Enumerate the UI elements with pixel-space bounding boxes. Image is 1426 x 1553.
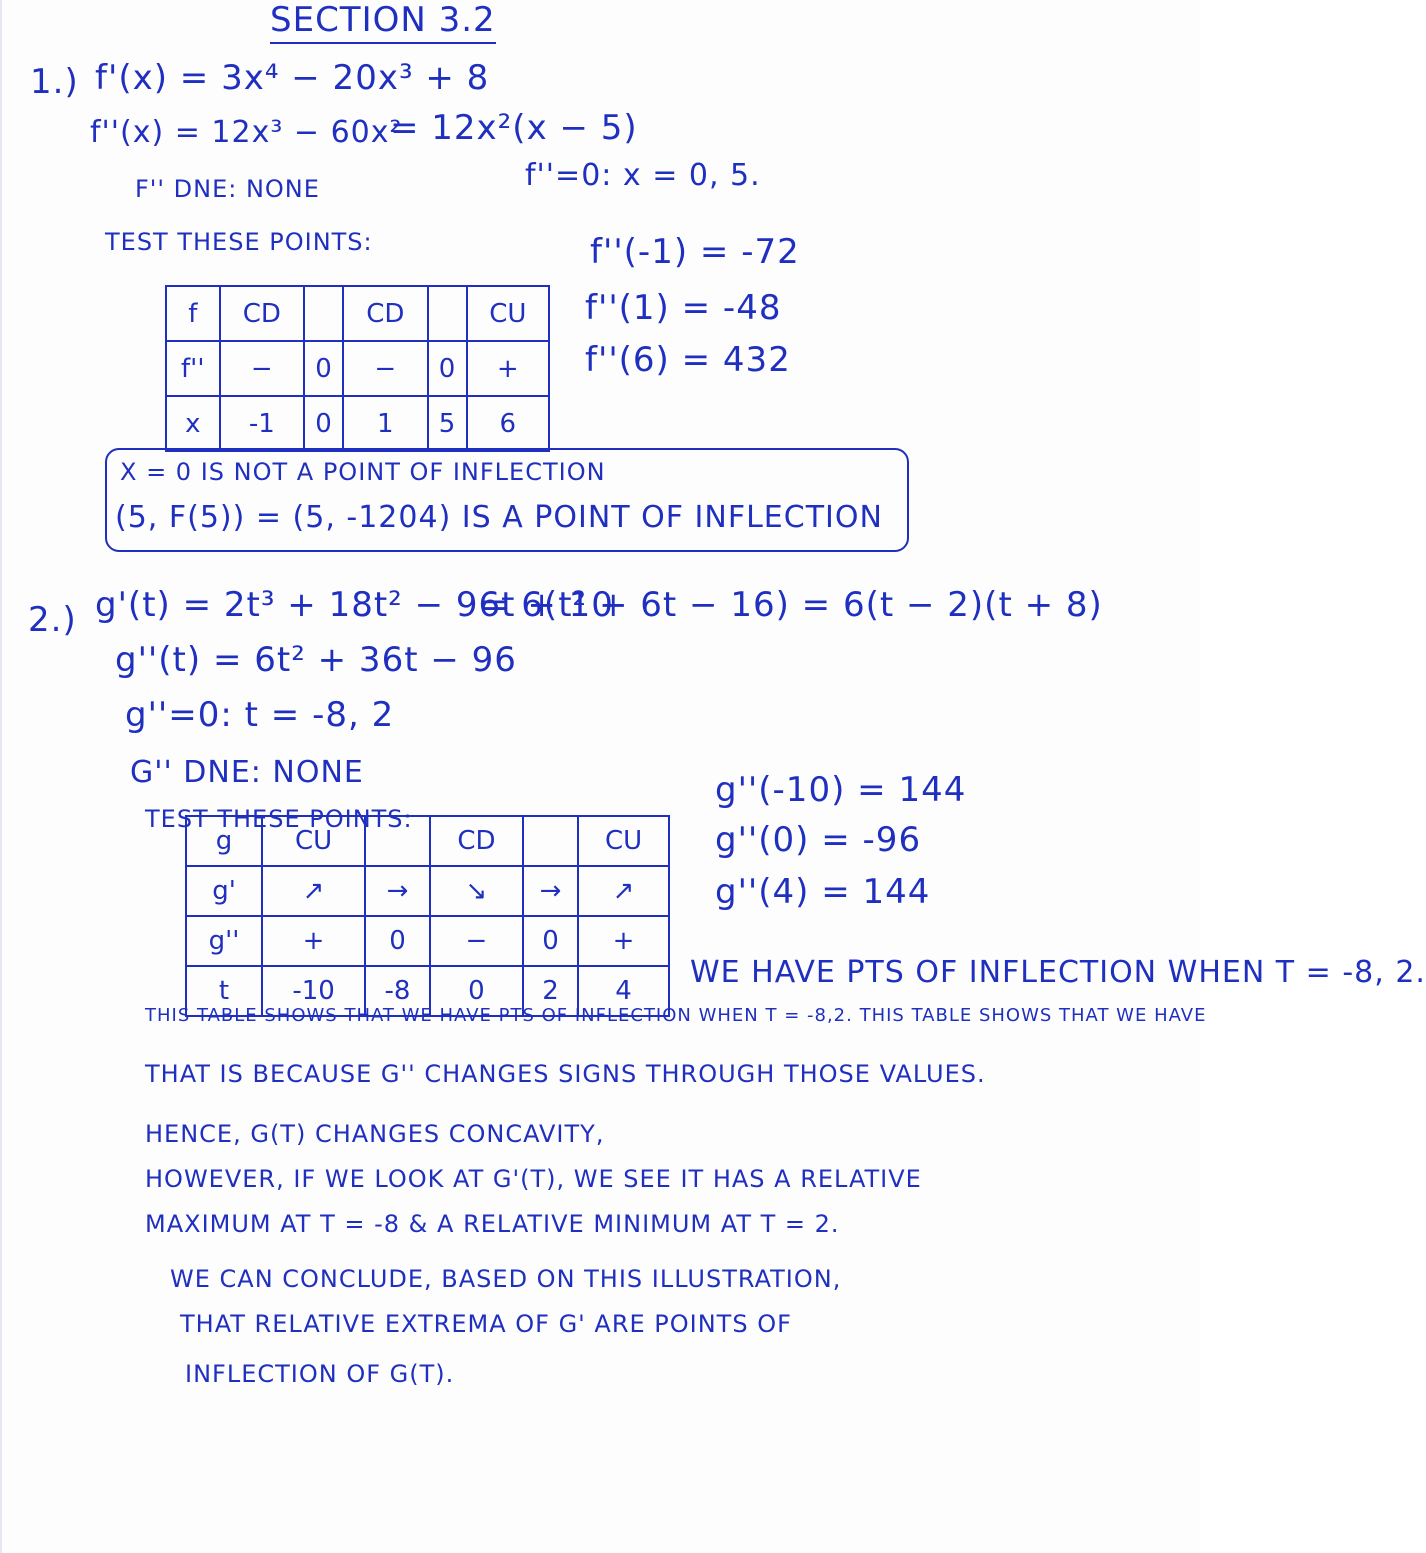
problem1-factored: = 12x²(x − 5) <box>390 108 638 148</box>
problem2-paragraph-line-6: WE CAN CONCLUDE, BASED ON THIS ILLUSTRATION, <box>170 1265 842 1293</box>
problem1-zeros: f''=0: x = 0, 5. <box>525 158 761 193</box>
table-cell: t <box>186 966 262 1016</box>
problem2-test-3: g''(4) = 144 <box>715 872 931 912</box>
page-title-text: SECTION 3.2 <box>270 0 496 44</box>
table-cell <box>304 286 343 341</box>
problem1-test-3: f''(6) = 432 <box>585 340 791 380</box>
table-cell: 0 <box>523 916 578 966</box>
problem2-paragraph-line-0: WE HAVE PTS OF INFLECTION WHEN T = -8, 2. <box>690 955 1426 990</box>
problem1-test-1: f''(-1) = -72 <box>590 232 800 272</box>
table-cell: -8 <box>365 966 430 1016</box>
table-cell: CU <box>578 816 669 866</box>
table-cell <box>428 286 467 341</box>
problem1-dne: F'' DNE: NONE <box>135 175 320 203</box>
table-cell: 0 <box>430 966 523 1016</box>
table-cell: − <box>343 341 428 396</box>
table-cell: f'' <box>166 341 220 396</box>
table-cell: g'' <box>186 916 262 966</box>
table-cell: + <box>262 916 365 966</box>
table-cell: + <box>467 341 549 396</box>
table-cell: CD <box>343 286 428 341</box>
table-cell: CU <box>262 816 365 866</box>
table-row <box>186 866 669 916</box>
page-margin-line <box>0 0 2 1553</box>
problem2-number: 2.) <box>28 600 77 640</box>
problem1-sign-table <box>165 285 550 452</box>
problem2-test-1: g''(-10) = 144 <box>715 770 967 810</box>
table-cell: 4 <box>578 966 669 1016</box>
problem2-paragraph-line-4: HOWEVER, IF WE LOOK AT G'(T), WE SEE IT HAS A RELATIVE <box>145 1165 922 1193</box>
table-row <box>166 396 549 451</box>
table-cell: CD <box>430 816 523 866</box>
table-row <box>166 341 549 396</box>
problem1-conclusion-2: (5, F(5)) = (5, -1204) IS A POINT OF INFLECTION <box>115 500 883 535</box>
table-cell: 0 <box>365 916 430 966</box>
table-cell: g <box>186 816 262 866</box>
problem1-fprime: f'(x) = 3x⁴ − 20x³ + 8 <box>95 58 490 98</box>
table-cell: → <box>523 866 578 916</box>
problem1-conclusion-1: X = 0 IS NOT A POINT OF INFLECTION <box>120 458 606 486</box>
problem2-gdoubleprime: g''(t) = 6t² + 36t − 96 <box>115 640 517 680</box>
problem2-paragraph-line-7: THAT RELATIVE EXTREMA OF G' ARE POINTS OF <box>180 1310 792 1338</box>
table-cell: + <box>578 916 669 966</box>
table-cell: ↘ <box>430 866 523 916</box>
table-cell: 0 <box>428 341 467 396</box>
table-cell <box>365 816 430 866</box>
table-cell: -10 <box>262 966 365 1016</box>
problem1-test-label: TEST THESE POINTS: <box>105 228 373 256</box>
table-cell: 5 <box>428 396 467 451</box>
table-cell: CU <box>467 286 549 341</box>
problem2-test-label: TEST THESE POINTS: <box>145 805 413 833</box>
table-row <box>186 816 669 866</box>
table-cell: 2 <box>523 966 578 1016</box>
problem2-paragraph-line-2: THAT IS BECAUSE G'' CHANGES SIGNS THROUGH THOSE VALUES. <box>145 1060 986 1088</box>
table-cell: 0 <box>304 396 343 451</box>
problem1-fdoubleprime: f''(x) = 12x³ − 60x² <box>90 115 403 150</box>
table-cell: ↗ <box>578 866 669 916</box>
problem1-test-2: f''(1) = -48 <box>585 288 782 328</box>
problem2-sign-table <box>185 815 670 1017</box>
problem2-paragraph-line-3: HENCE, G(T) CHANGES CONCAVITY, <box>145 1120 605 1148</box>
table-cell <box>523 816 578 866</box>
table-cell: g' <box>186 866 262 916</box>
table-cell: 0 <box>304 341 343 396</box>
problem2-factored: = 6(t² + 6t − 16) = 6(t − 2)(t + 8) <box>480 585 1103 625</box>
problem1-number: 1.) <box>30 62 79 102</box>
problem2-dne: G'' DNE: NONE <box>130 755 364 790</box>
table-cell: 6 <box>467 396 549 451</box>
table-row <box>186 916 669 966</box>
problem2-paragraph-line-5: MAXIMUM AT T = -8 & A RELATIVE MINIMUM AT T = 2. <box>145 1210 840 1238</box>
page-title <box>270 0 496 40</box>
table-cell: CD <box>220 286 305 341</box>
table-cell: ↗ <box>262 866 365 916</box>
table-cell: f <box>166 286 220 341</box>
table-cell: − <box>220 341 305 396</box>
table-row <box>166 286 549 341</box>
table-cell: -1 <box>220 396 305 451</box>
problem2-test-2: g''(0) = -96 <box>715 820 922 860</box>
problem2-gprime: g'(t) = 2t³ + 18t² − 96t + 10 <box>95 585 614 625</box>
problem2-zeros: g''=0: t = -8, 2 <box>125 695 395 735</box>
table-cell: x <box>166 396 220 451</box>
problem2-paragraph-line-1: THIS TABLE SHOWS THAT WE HAVE PTS OF INFLECTION WHEN T = -8,2. THIS TABLE SHOWS THAT WE HAVE <box>145 1005 1207 1026</box>
table-cell: − <box>430 916 523 966</box>
problem2-paragraph-line-8: INFLECTION OF G(T). <box>185 1360 455 1388</box>
table-cell: → <box>365 866 430 916</box>
table-cell: 1 <box>343 396 428 451</box>
